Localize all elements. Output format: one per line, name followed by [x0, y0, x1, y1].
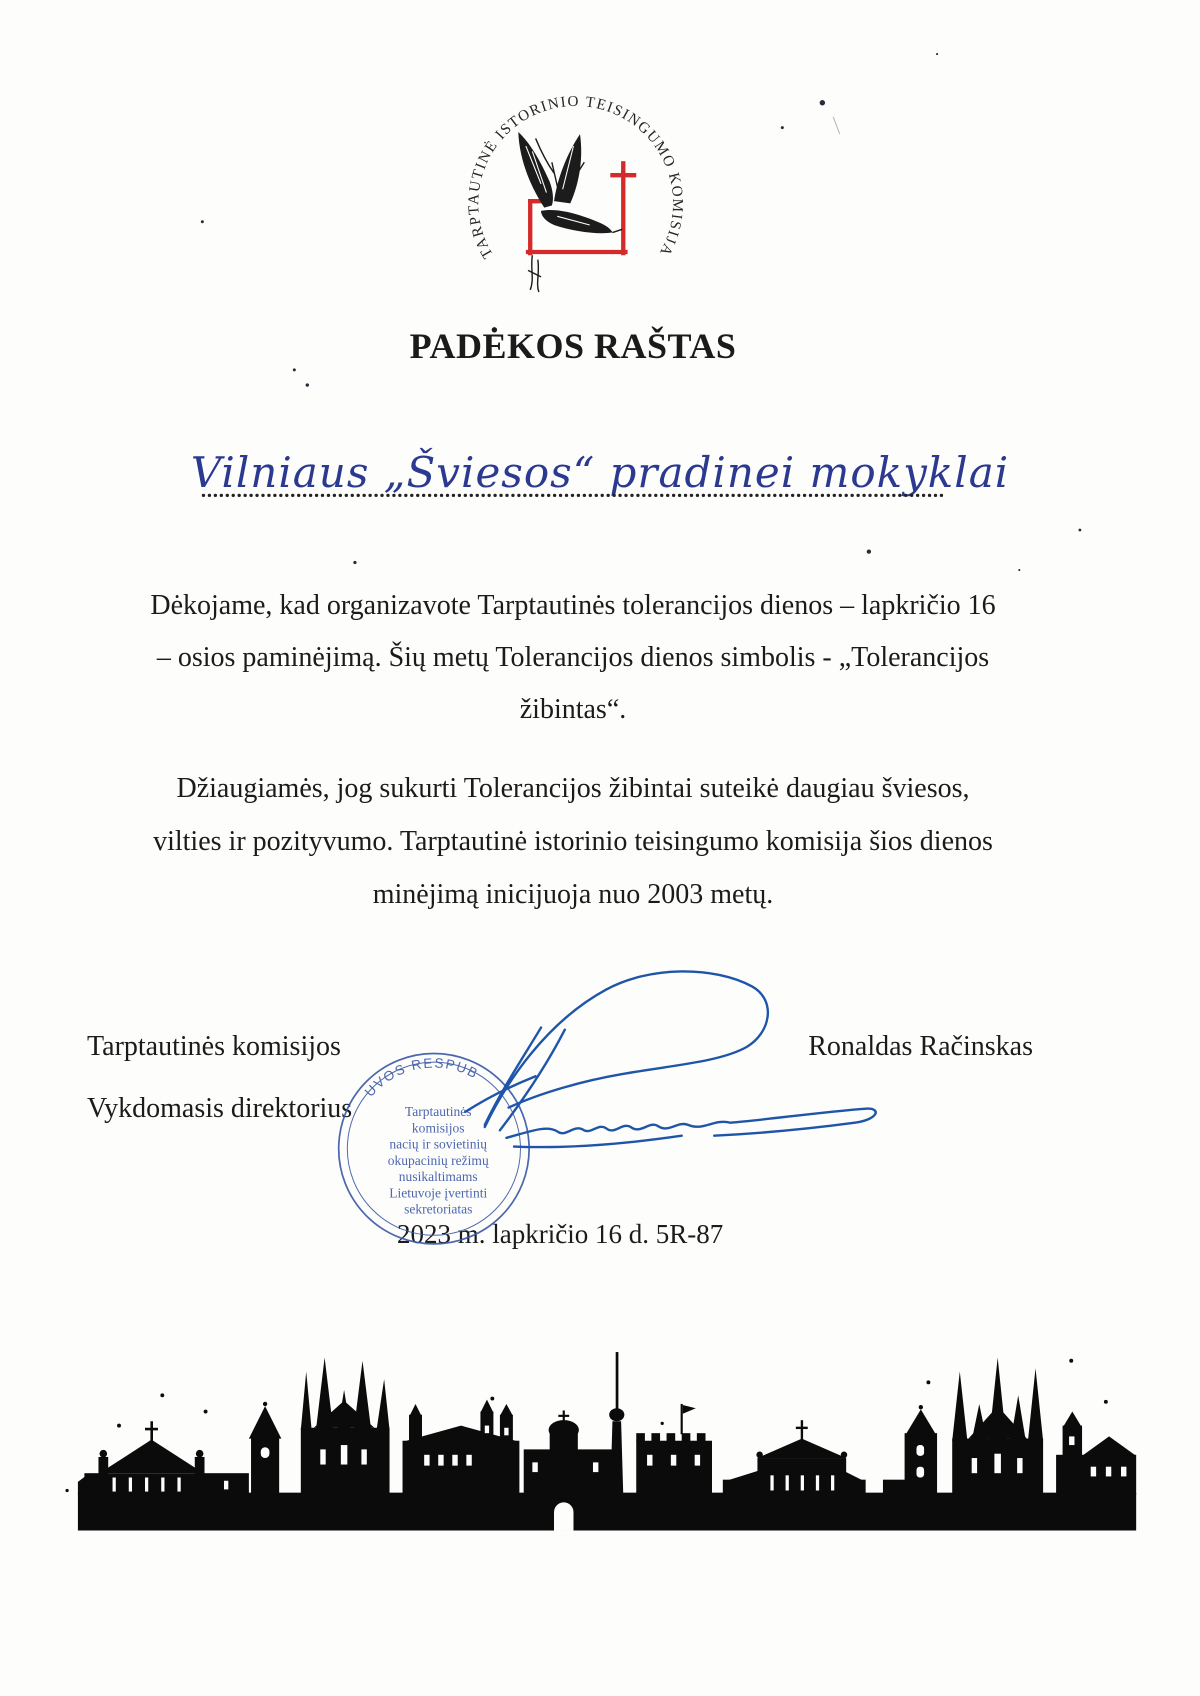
stamp-line: sekretoriatas	[404, 1201, 473, 1217]
skyline-building-church-tower-right	[883, 1405, 937, 1495]
stamp-line: nusikaltimams	[398, 1169, 478, 1185]
skyline-building-right-end	[1056, 1412, 1136, 1495]
body-paragraph-2	[60, 762, 1086, 921]
paragraph-line: – osios paminėjimą. Šių metų Tolerancijos dienos simbolis - „Tolerancijos	[156, 642, 990, 673]
skyline-building-gate	[524, 1410, 613, 1530]
paragraph-line: žibintas“.	[519, 694, 627, 725]
commission-logo	[466, 94, 685, 292]
paragraph-line: minėjimą inicijuoja nuo 2003 metų.	[372, 879, 774, 910]
vilnius-skyline-silhouette	[65, 1352, 1136, 1530]
stamp-arc-label	[362, 1055, 481, 1099]
skyline-building-domed-church	[403, 1400, 520, 1495]
stamp-line: Tarptautinės	[404, 1104, 472, 1120]
logo-stork-icon	[518, 132, 622, 292]
signer-position	[87, 1016, 352, 1140]
recipient-handwritten: Vilniaus „Šviesos“ pradinei mokyklai	[190, 448, 1010, 497]
stamp-arc-text: UVOS RESPUB	[361, 1055, 482, 1100]
logo-arc-label	[466, 94, 685, 261]
skyline-ground	[78, 1493, 1136, 1531]
signer-position-line-1: Tarptautinės komisijos	[87, 1031, 341, 1062]
skyline-building-cathedral-left	[78, 1421, 249, 1495]
stamp-line: komisijos	[411, 1120, 465, 1136]
skyline-building-gothic-church-left	[301, 1357, 390, 1494]
paragraph-line: Dėkojame, kad organizavote Tarptautinės tolerancijos dienos – lapkričio 16	[150, 590, 996, 621]
skyline-building-cathedral-center	[723, 1420, 866, 1495]
skyline-building-bell-tower	[249, 1402, 281, 1496]
skyline-castle-tower	[636, 1404, 712, 1495]
body-paragraph-1	[60, 580, 1086, 736]
stamp-line: nacių ir sovietinių	[389, 1136, 488, 1152]
signer-position-line-2: Vykdomasis direktorius	[87, 1093, 353, 1124]
date-and-registration-number: 2023 m. lapkričio 16 d. 5R-87	[397, 1219, 724, 1249]
skyline-stars	[65, 1359, 1107, 1492]
paragraph-line: vilties ir pozityvumo. Tarptautinė istorinio teisingumo komisija šios dienos	[153, 826, 993, 857]
stamp-line: Lietuvoje įvertinti	[389, 1185, 488, 1201]
document-title: PADĖKOS RAŠTAS	[409, 326, 737, 366]
paragraph-line: Džiaugiamės, jog sukurti Tolerancijos žibintai suteikė daugiau šviesos,	[176, 773, 970, 804]
signer-name: Ronaldas Račinskas	[808, 1031, 1033, 1062]
stamp-inner-ring	[347, 1062, 520, 1235]
stamp-line: okupacinių režimų	[387, 1152, 489, 1168]
logo-arc-text: TARPTAUTINĖ ISTORINIO TEISINGUMO KOMISIJA	[466, 93, 686, 261]
skyline-gothic-church-right	[952, 1357, 1043, 1494]
skyline-tv-tower	[609, 1352, 624, 1495]
logo-red-frame-icon	[528, 163, 634, 253]
